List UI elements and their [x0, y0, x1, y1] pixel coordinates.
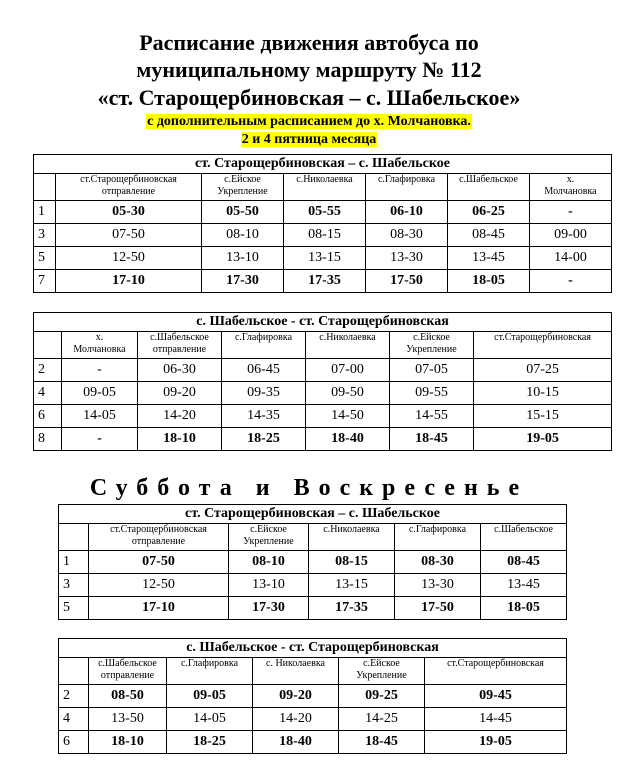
time-cell: - [530, 201, 612, 224]
time-cell: 19-05 [474, 428, 612, 451]
column-header [339, 658, 425, 685]
time-cell: 18-10 [89, 731, 167, 754]
column-header-line: с.Глафировка [234, 332, 293, 343]
page-title-line-3: «ст. Старощербиновская – с. Шабельское» [97, 85, 521, 110]
time-cell: 05-55 [284, 201, 366, 224]
time-cell: 07-00 [306, 359, 390, 382]
trip-number: 1 [59, 551, 89, 574]
column-header [222, 332, 306, 359]
column-header-line: с.Николаевка [323, 524, 380, 535]
time-cell: 13-45 [481, 574, 567, 597]
column-header [56, 174, 202, 201]
time-cell: 09-50 [306, 382, 390, 405]
column-header-line: Укрепление [356, 670, 407, 681]
table-row [59, 551, 567, 574]
time-cell: 14-45 [425, 708, 567, 731]
column-header-line: Молчановка [73, 344, 126, 355]
column-header-line: с.Глафировка [180, 658, 239, 669]
time-cell: 08-10 [202, 224, 284, 247]
time-cell: 09-00 [530, 224, 612, 247]
trip-number: 2 [59, 685, 89, 708]
time-cell: 12-50 [56, 247, 202, 270]
column-header-line: ст.Старощербиновская [447, 658, 544, 669]
table-row [34, 270, 612, 293]
trip-number: 6 [34, 405, 62, 428]
column-header-line: ст.Старощербиновская [80, 174, 177, 185]
table-row [34, 405, 612, 428]
time-cell: 08-30 [366, 224, 448, 247]
time-cell: 14-20 [138, 405, 222, 428]
time-cell: 18-45 [390, 428, 474, 451]
table-row [59, 597, 567, 620]
trip-number: 8 [34, 428, 62, 451]
time-cell: 17-50 [395, 597, 481, 620]
time-cell: 14-00 [530, 247, 612, 270]
time-cell: 18-25 [167, 731, 253, 754]
table-row [34, 247, 612, 270]
column-header [253, 658, 339, 685]
column-header-line: с.Шабельское [98, 658, 157, 669]
time-cell: 12-50 [89, 574, 229, 597]
time-cell: 06-10 [366, 201, 448, 224]
column-header-line: с.Ейское [250, 524, 287, 535]
time-cell: 09-20 [138, 382, 222, 405]
time-cell: 13-15 [284, 247, 366, 270]
weekend-forward-table [58, 504, 567, 620]
table-row [59, 574, 567, 597]
time-cell: 14-05 [62, 405, 138, 428]
time-cell: 18-10 [138, 428, 222, 451]
time-cell: 13-30 [395, 574, 481, 597]
time-cell: 09-45 [425, 685, 567, 708]
table-row [34, 359, 612, 382]
time-cell: 09-25 [339, 685, 425, 708]
time-cell: 13-10 [229, 574, 309, 597]
column-header-line: Укрепление [217, 186, 268, 197]
column-header-line: с.Шабельское [150, 332, 209, 343]
time-cell: 08-15 [309, 551, 395, 574]
column-header-line: отправление [101, 186, 156, 197]
time-cell: 09-35 [222, 382, 306, 405]
time-cell: 14-55 [390, 405, 474, 428]
weekend-heading: Суббота и Воскресенье [89, 475, 529, 501]
column-header [62, 332, 138, 359]
highlight-note-1 [0, 113, 618, 131]
header-number-cell [34, 332, 62, 359]
time-cell: 17-30 [229, 597, 309, 620]
time-cell: 19-05 [425, 731, 567, 754]
column-header [474, 332, 612, 359]
weekday-forward-table [33, 154, 612, 293]
column-header-line: с.Шабельское [459, 174, 518, 185]
page-title-line-1: Расписание движения автобуса по [139, 30, 479, 55]
column-header-line: с.Ейское [224, 174, 261, 185]
column-header-line: с.Николаевка [296, 174, 353, 185]
column-header [395, 524, 481, 551]
column-header-line: Укрепление [406, 344, 457, 355]
column-header-line: х. [95, 332, 104, 343]
table-row [34, 428, 612, 451]
time-cell: 18-05 [481, 597, 567, 620]
weekend-back-table [58, 638, 567, 754]
time-cell: 07-50 [56, 224, 202, 247]
time-cell: 07-05 [390, 359, 474, 382]
table-caption: с. Шабельское - ст. Старощербиновская [34, 313, 612, 332]
time-cell: 17-35 [284, 270, 366, 293]
time-cell: 09-05 [62, 382, 138, 405]
time-cell: 07-25 [474, 359, 612, 382]
table-caption: ст. Старощербиновская – с. Шабельское [34, 155, 612, 174]
time-cell: 14-05 [167, 708, 253, 731]
header-number-cell [59, 658, 89, 685]
time-cell: 08-50 [89, 685, 167, 708]
time-cell: 05-30 [56, 201, 202, 224]
column-header-line: Молчановка [544, 186, 597, 197]
table-row [34, 224, 612, 247]
column-header [167, 658, 253, 685]
time-cell: 10-15 [474, 382, 612, 405]
time-cell: 14-50 [306, 405, 390, 428]
table-row [59, 685, 567, 708]
time-cell: 09-05 [167, 685, 253, 708]
column-header-line: отправление [131, 536, 186, 547]
column-header [284, 174, 366, 201]
time-cell: - [530, 270, 612, 293]
time-cell: 17-30 [202, 270, 284, 293]
time-cell: 13-45 [448, 247, 530, 270]
time-cell: 09-20 [253, 685, 339, 708]
highlight-note-2-text: 2 и 4 пятница месяца [241, 132, 377, 147]
trip-number: 2 [34, 359, 62, 382]
time-cell: - [62, 428, 138, 451]
column-header [530, 174, 612, 201]
column-header-line: отправление [152, 344, 207, 355]
trip-number: 4 [59, 708, 89, 731]
column-header [366, 174, 448, 201]
trip-number: 1 [34, 201, 56, 224]
time-cell: 17-10 [89, 597, 229, 620]
column-header-line: с.Глафировка [377, 174, 436, 185]
table-caption: с. Шабельское - ст. Старощербиновская [59, 639, 567, 658]
time-cell: 05-50 [202, 201, 284, 224]
header-number-cell [59, 524, 89, 551]
trip-number: 5 [34, 247, 56, 270]
time-cell: 08-10 [229, 551, 309, 574]
time-cell: 14-25 [339, 708, 425, 731]
time-cell: 09-55 [390, 382, 474, 405]
trip-number: 5 [59, 597, 89, 620]
time-cell: 14-20 [253, 708, 339, 731]
time-cell: 06-30 [138, 359, 222, 382]
column-header [138, 332, 222, 359]
highlight-note-1-text: с дополнительным расписанием до х. Молчановка. [147, 114, 471, 129]
column-header [425, 658, 567, 685]
column-header [229, 524, 309, 551]
column-header-line: с. Николаевка [266, 658, 325, 669]
column-header [89, 658, 167, 685]
trip-number: 3 [34, 224, 56, 247]
trip-number: 3 [59, 574, 89, 597]
column-header [448, 174, 530, 201]
time-cell: - [62, 359, 138, 382]
column-header-line: с.Глафировка [408, 524, 467, 535]
header-number-cell [34, 174, 56, 201]
table-row [59, 708, 567, 731]
highlight-note-2 [0, 131, 618, 149]
column-header-line: ст.Старощербиновская [110, 524, 207, 535]
column-header [202, 174, 284, 201]
page-title-line-2: муниципальному маршруту № 112 [136, 57, 482, 82]
column-header-line: Укрепление [243, 536, 294, 547]
time-cell: 17-50 [366, 270, 448, 293]
column-header-line: отправление [100, 670, 155, 681]
time-cell: 13-30 [366, 247, 448, 270]
column-header [390, 332, 474, 359]
table-caption: ст. Старощербиновская – с. Шабельское [59, 505, 567, 524]
time-cell: 08-15 [284, 224, 366, 247]
time-cell: 13-15 [309, 574, 395, 597]
time-cell: 18-45 [339, 731, 425, 754]
time-cell: 17-10 [56, 270, 202, 293]
time-cell: 15-15 [474, 405, 612, 428]
time-cell: 18-40 [306, 428, 390, 451]
time-cell: 06-45 [222, 359, 306, 382]
column-header [309, 524, 395, 551]
column-header-line: с.Ейское [363, 658, 400, 669]
column-header-line: с.Шабельское [494, 524, 553, 535]
column-header-line: с.Ейское [413, 332, 450, 343]
time-cell: 17-35 [309, 597, 395, 620]
time-cell: 18-40 [253, 731, 339, 754]
trip-number: 7 [34, 270, 56, 293]
table-row [34, 201, 612, 224]
time-cell: 18-05 [448, 270, 530, 293]
trip-number: 6 [59, 731, 89, 754]
time-cell: 08-45 [448, 224, 530, 247]
column-header-line: с.Николаевка [319, 332, 376, 343]
column-header [89, 524, 229, 551]
time-cell: 08-30 [395, 551, 481, 574]
trip-number: 4 [34, 382, 62, 405]
time-cell: 13-10 [202, 247, 284, 270]
time-cell: 08-45 [481, 551, 567, 574]
column-header [306, 332, 390, 359]
time-cell: 14-35 [222, 405, 306, 428]
time-cell: 07-50 [89, 551, 229, 574]
table-row [34, 382, 612, 405]
weekday-back-table [33, 312, 612, 451]
column-header-line: ст.Старощербиновская [494, 332, 591, 343]
column-header-line: х. [566, 174, 575, 185]
column-header [481, 524, 567, 551]
time-cell: 06-25 [448, 201, 530, 224]
time-cell: 13-50 [89, 708, 167, 731]
table-row [59, 731, 567, 754]
time-cell: 18-25 [222, 428, 306, 451]
